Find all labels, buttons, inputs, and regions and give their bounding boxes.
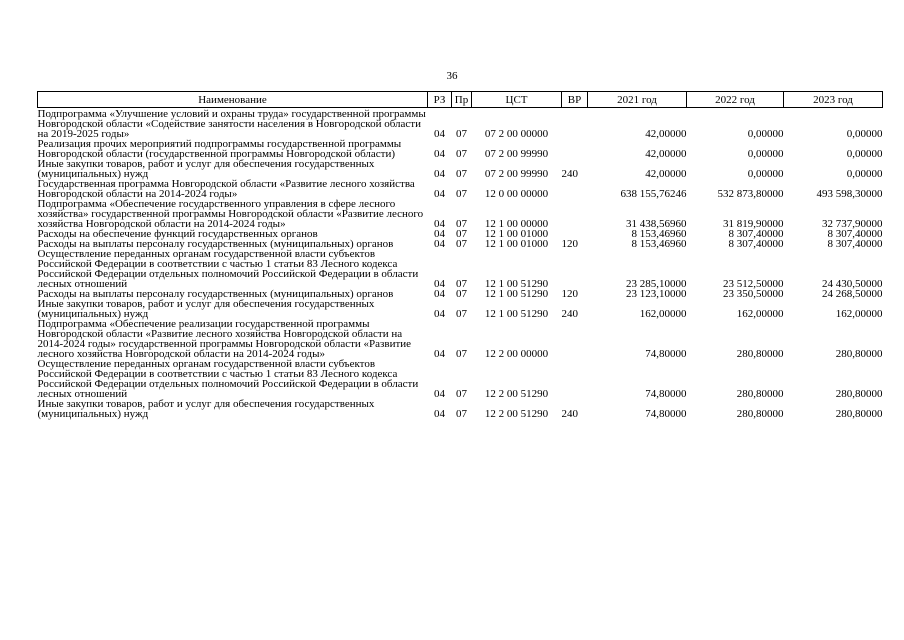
row-2022: 162,00000 <box>736 308 784 320</box>
row-cst: 12 2 00 51290 <box>484 388 549 400</box>
row-cst: 12 0 00 00000 <box>484 188 549 200</box>
header-name: Наименование <box>38 92 428 108</box>
row-cst: 12 1 00 51290 <box>484 278 549 290</box>
row-2021: 42,00000 <box>645 148 687 160</box>
row-vr: 240 <box>561 308 578 320</box>
row-cst: 12 1 00 01000 <box>484 238 549 250</box>
header-2021: 2021 год <box>588 92 687 108</box>
row-2021: 74,80000 <box>645 408 687 420</box>
header-vr: ВР <box>562 92 588 108</box>
row-2021: 31 438,56960 <box>626 218 687 230</box>
row-rz: 04 <box>434 148 445 160</box>
row-pr: 07 <box>456 228 467 240</box>
row-cst: 07 2 00 00000 <box>484 128 549 140</box>
row-name: Осуществление переданных органам государственной власти субъектов Российской Федерации в соответствии с частью 1 статьи 83 Лесного кодекса Российской Федерации отдельных полномочий Российской Федерации в области лесных отношений <box>37 248 419 290</box>
row-2023: 8 307,40000 <box>827 238 883 250</box>
row-cst: 12 1 00 51290 <box>484 288 549 300</box>
row-vr: 120 <box>561 238 578 250</box>
row-pr: 07 <box>456 348 467 360</box>
row-2023: 280,80000 <box>835 388 883 400</box>
row-2022: 23 350,50000 <box>723 288 784 300</box>
row-rz: 04 <box>434 408 445 420</box>
header-2023: 2023 год <box>784 92 883 108</box>
row-2023: 0,00000 <box>846 148 883 160</box>
row-pr: 07 <box>456 168 467 180</box>
table-row <box>38 359 883 399</box>
row-name: Расходы на обеспечение функций государственных органов <box>37 228 318 240</box>
table-row <box>38 249 883 289</box>
table-row <box>38 199 883 229</box>
row-2021: 23 123,10000 <box>626 288 687 300</box>
row-2022: 532 873,80000 <box>717 188 784 200</box>
row-2021: 74,80000 <box>645 348 687 360</box>
row-cst: 12 1 00 51290 <box>484 308 549 320</box>
row-cst: 07 2 00 99990 <box>484 168 549 180</box>
header-2022: 2022 год <box>687 92 784 108</box>
row-name: Подпрограмма «Обеспечение государственного управления в сфере лесного хозяйства» государственной программы Новгородской области «Развитие лесного хозяйства Новгородской области на 2014-2024 годы» <box>37 198 424 230</box>
header-rz: РЗ <box>428 92 452 108</box>
row-2022: 280,80000 <box>736 388 784 400</box>
row-pr: 07 <box>456 308 467 320</box>
row-rz: 04 <box>434 128 445 140</box>
row-2023: 493 598,30000 <box>816 188 883 200</box>
row-2022: 23 512,50000 <box>723 278 784 290</box>
row-2022: 8 307,40000 <box>728 238 784 250</box>
row-rz: 04 <box>434 308 445 320</box>
row-name: Иные закупки товаров, работ и услуг для обеспечения государственных (муниципальных) нужд <box>37 158 375 180</box>
row-name: Подпрограмма «Обеспечение реализации государственной программы Новгородской области «Развитие лесного хозяйства Новгородской области на 2014-2024 годы» государственной программы Новгородской области «Развитие лесного хозяйства Новгородской области на 2014-2024 годы» <box>37 318 412 360</box>
row-2023: 0,00000 <box>846 128 883 140</box>
row-2023: 24 268,50000 <box>822 288 883 300</box>
row-cst: 07 2 00 99990 <box>484 148 549 160</box>
row-name: Подпрограмма «Улучшение условий и охраны труда» государственной программы Новгородской области «Содействие занятости населения в Новгородской области на 2019-2025 годы» <box>37 108 426 140</box>
row-pr: 07 <box>456 408 467 420</box>
row-2022: 0,00000 <box>747 148 784 160</box>
table-row <box>38 109 883 139</box>
row-2023: 280,80000 <box>835 408 883 420</box>
row-pr: 07 <box>456 278 467 290</box>
row-name: Иные закупки товаров, работ и услуг для обеспечения государственных (муниципальных) нужд <box>37 298 375 320</box>
row-name: Расходы на выплаты персоналу государственных (муниципальных) органов <box>37 238 394 250</box>
row-2021: 8 153,46960 <box>631 238 687 250</box>
row-2022: 0,00000 <box>747 168 784 180</box>
row-2023: 24 430,50000 <box>822 278 883 290</box>
row-2021: 162,00000 <box>639 308 687 320</box>
row-name: Государственная программа Новгородской области «Развитие лесного хозяйства Новгородской области на 2014-2024 годы» <box>37 178 415 200</box>
table-row <box>38 179 883 199</box>
row-2022: 0,00000 <box>747 128 784 140</box>
row-2021: 42,00000 <box>645 168 687 180</box>
row-2023: 8 307,40000 <box>827 228 883 240</box>
budget-table <box>37 91 883 419</box>
row-pr: 07 <box>456 288 467 300</box>
row-rz: 04 <box>434 348 445 360</box>
row-rz: 04 <box>434 218 445 230</box>
row-pr: 07 <box>456 128 467 140</box>
row-vr <box>562 319 588 359</box>
row-vr: 240 <box>561 408 578 420</box>
table-header-row <box>38 92 883 108</box>
header-cst: ЦСТ <box>472 92 562 108</box>
table-row <box>38 299 883 319</box>
table-row <box>38 139 883 159</box>
row-vr <box>562 179 588 199</box>
row-2023: 32 737,90000 <box>822 218 883 230</box>
row-vr <box>562 109 588 139</box>
row-2022: 280,80000 <box>736 348 784 360</box>
row-2021: 23 285,10000 <box>626 278 687 290</box>
row-pr: 07 <box>456 238 467 250</box>
row-2022: 8 307,40000 <box>728 228 784 240</box>
page-number: 36 <box>446 70 458 82</box>
row-name: Иные закупки товаров, работ и услуг для обеспечения государственных (муниципальных) нужд <box>37 398 375 420</box>
row-rz: 04 <box>434 168 445 180</box>
row-rz: 04 <box>434 228 445 240</box>
row-vr <box>562 359 588 399</box>
row-cst: 12 2 00 51290 <box>484 408 549 420</box>
row-pr: 07 <box>456 218 467 230</box>
row-rz: 04 <box>434 278 445 290</box>
row-rz: 04 <box>434 288 445 300</box>
row-2021: 638 155,76246 <box>620 188 687 200</box>
row-2021: 42,00000 <box>645 128 687 140</box>
row-rz: 04 <box>434 188 445 200</box>
row-cst: 12 2 00 00000 <box>484 348 549 360</box>
row-pr: 07 <box>456 148 467 160</box>
row-cst: 12 1 00 00000 <box>484 218 549 230</box>
row-2023: 280,80000 <box>835 348 883 360</box>
table-row <box>38 159 883 179</box>
row-vr: 240 <box>561 168 578 180</box>
row-vr <box>562 139 588 159</box>
row-2023: 0,00000 <box>846 168 883 180</box>
row-rz: 04 <box>434 238 445 250</box>
row-2023: 162,00000 <box>835 308 883 320</box>
row-name: Реализация прочих мероприятий подпрограммы государственной программы Новгородской области (государственной программы Новгородской области) <box>37 138 402 160</box>
row-vr <box>562 199 588 229</box>
row-2022: 280,80000 <box>736 408 784 420</box>
row-rz: 04 <box>434 388 445 400</box>
row-pr: 07 <box>456 188 467 200</box>
row-cst: 12 1 00 01000 <box>484 228 549 240</box>
table-row <box>38 399 883 419</box>
header-pr: Пр <box>452 92 472 108</box>
row-2022: 31 819,90000 <box>723 218 784 230</box>
row-2021: 8 153,46960 <box>631 228 687 240</box>
row-name: Осуществление переданных органам государственной власти субъектов Российской Федерации в соответствии с частью 1 статьи 83 Лесного кодекса Российской Федерации отдельных полномочий Российской Федерации в области лесных отношений <box>37 358 419 400</box>
row-vr <box>562 249 588 289</box>
table-row <box>38 319 883 359</box>
row-2021: 74,80000 <box>645 388 687 400</box>
row-name: Расходы на выплаты персоналу государственных (муниципальных) органов <box>37 288 394 300</box>
row-pr: 07 <box>456 388 467 400</box>
row-vr: 120 <box>561 288 578 300</box>
